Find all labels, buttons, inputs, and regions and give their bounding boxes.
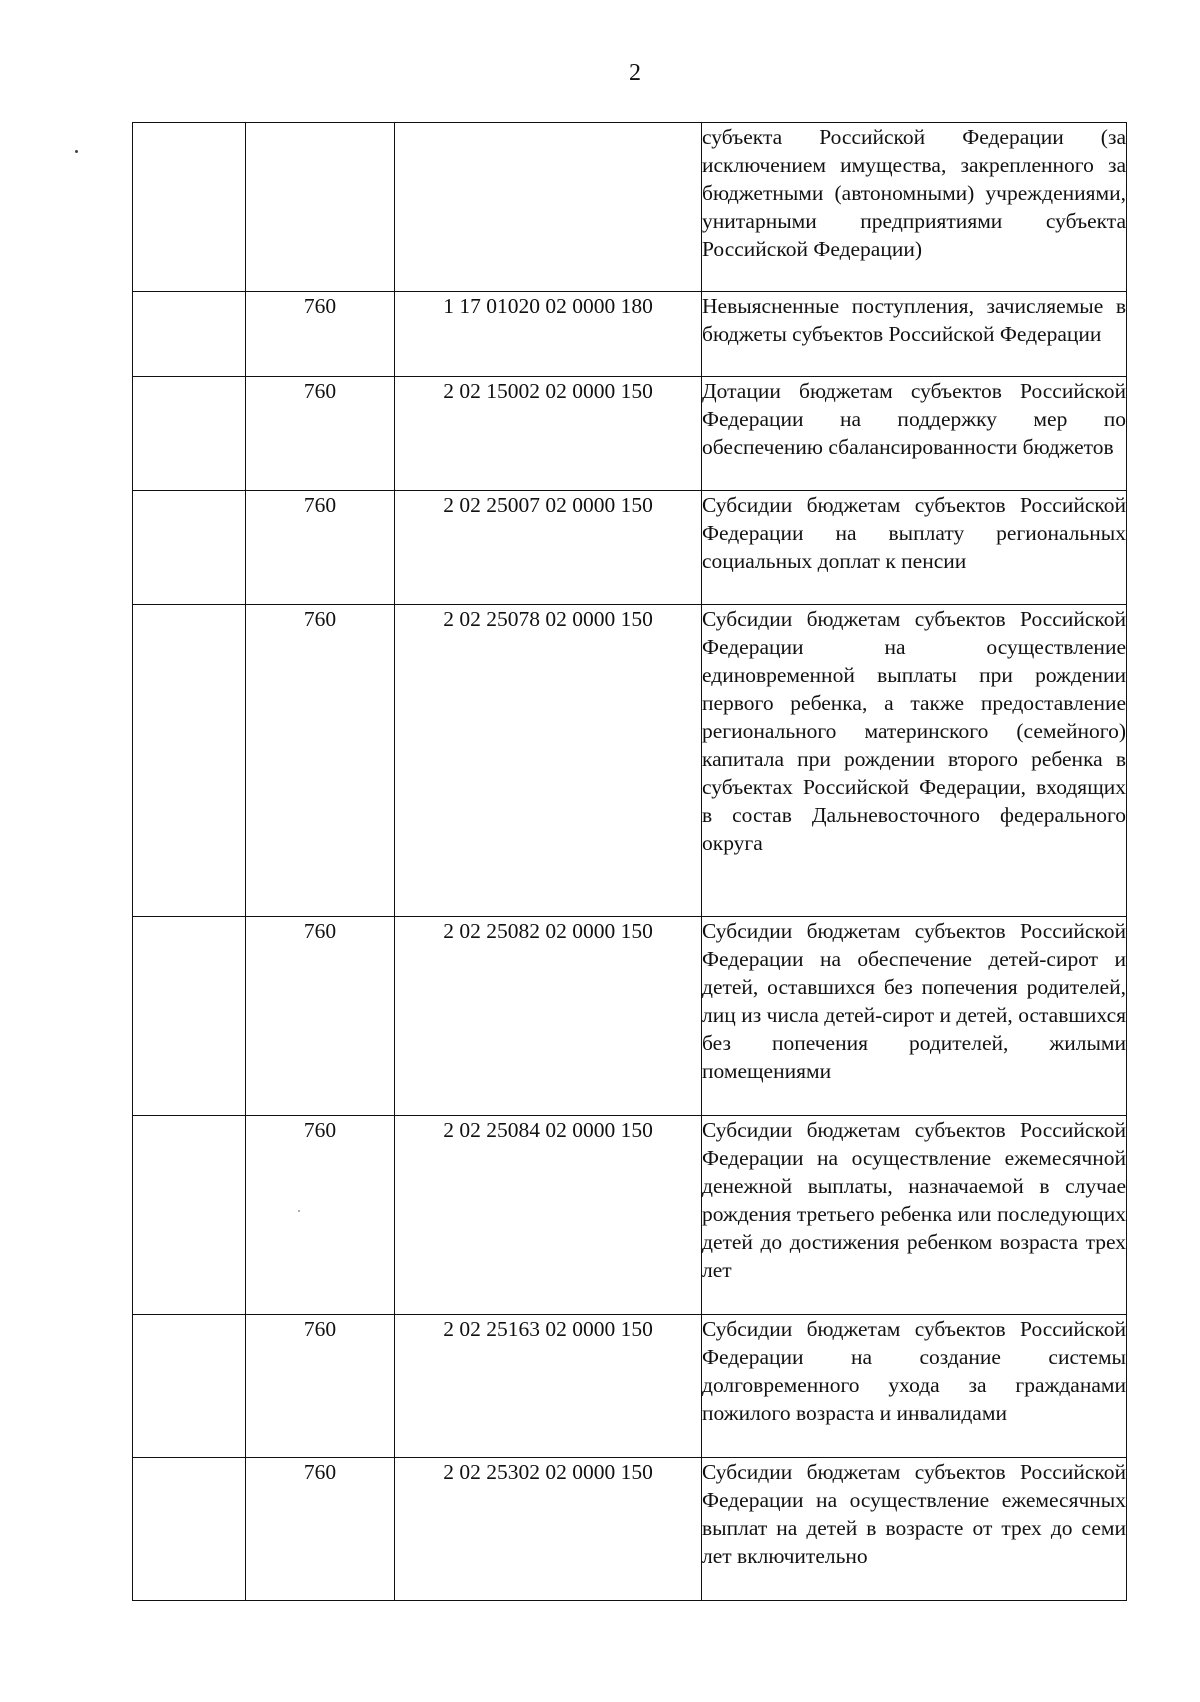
table-row — [133, 1458, 1127, 1601]
table-row — [133, 605, 1127, 917]
row-empty-cell — [133, 1458, 246, 1601]
revenue-description-cell: Субсидии бюджетам субъектов Российской Федерации на создание системы долговременного ухода за гражданами пожилого возраста и инвалидами — [702, 1315, 1127, 1458]
row-empty-cell — [133, 123, 246, 292]
row-empty-cell — [133, 917, 246, 1116]
row-empty-cell — [133, 1116, 246, 1315]
revenue-description-cell: Субсидии бюджетам субъектов Российской Федерации на осуществление единовременной выплаты при рождении первого ребенка, а также предоставление регионального материнского (семейного) капитала при рождении второго ребенка в субъектах Российской Федерации, входящих в состав Дальневосточного федерального округа — [702, 605, 1127, 917]
revenue-code-cell: 2 02 15002 02 0000 150 — [395, 377, 702, 491]
revenue-description-cell: субъекта Российской Федерации (за исключением имущества, закрепленного за бюджетными (автономными) учреждениями, унитарными предприятиями субъекта Российской Федерации) — [702, 123, 1127, 292]
revenue-description-cell: Субсидии бюджетам субъектов Российской Федерации на обеспечение детей-сирот и детей, оставшихся без попечения родителей, лиц из числа детей-сирот и детей, оставшихся без попечения родителей, жилыми помещениями — [702, 917, 1127, 1116]
revenue-description-cell: Невыясненные поступления, зачисляемые в бюджеты субъектов Российской Федерации — [702, 292, 1127, 377]
row-empty-cell — [133, 377, 246, 491]
table-row — [133, 377, 1127, 491]
row-empty-cell — [133, 491, 246, 605]
table-row — [133, 292, 1127, 377]
revenue-description-cell: Субсидии бюджетам субъектов Российской Федерации на осуществление ежемесячных выплат на детей в возрасте от трех до семи лет включительно — [702, 1458, 1127, 1601]
revenue-code-cell: 1 17 01020 02 0000 180 — [395, 292, 702, 377]
row-empty-cell — [133, 605, 246, 917]
admin-code-cell: 760 — [246, 917, 395, 1116]
page-number: 2 — [629, 60, 641, 86]
revenue-code-cell — [395, 123, 702, 292]
admin-code-cell: 760 — [246, 377, 395, 491]
table-row — [133, 491, 1127, 605]
revenue-code-cell: 2 02 25084 02 0000 150 — [395, 1116, 702, 1315]
scan-speck — [75, 150, 78, 153]
revenue-description-cell: Субсидии бюджетам субъектов Российской Федерации на осуществление ежемесячной денежной выплаты, назначаемой в случае рождения третьего ребенка или последующих детей до достижения ребенком возраста трех лет — [702, 1116, 1127, 1315]
admin-code-cell: 760 — [246, 491, 395, 605]
revenue-code-cell: 2 02 25078 02 0000 150 — [395, 605, 702, 917]
revenue-code-cell: 2 02 25163 02 0000 150 — [395, 1315, 702, 1458]
admin-code-cell: 760 — [246, 1116, 395, 1315]
row-empty-cell — [133, 1315, 246, 1458]
revenue-description-cell: Субсидии бюджетам субъектов Российской Федерации на выплату региональных социальных доплат к пенсии — [702, 491, 1127, 605]
table-row — [133, 917, 1127, 1116]
admin-code-cell — [246, 123, 395, 292]
table-row — [133, 123, 1127, 292]
budget-revenue-table — [132, 122, 1127, 1601]
admin-code-cell: 760 — [246, 605, 395, 917]
revenue-description-cell: Дотации бюджетам субъектов Российской Федерации на поддержку мер по обеспечению сбалансированности бюджетов — [702, 377, 1127, 491]
table-row — [133, 1116, 1127, 1315]
table-row — [133, 1315, 1127, 1458]
admin-code-cell: 760 — [246, 1315, 395, 1458]
revenue-code-cell: 2 02 25007 02 0000 150 — [395, 491, 702, 605]
revenue-code-cell: 2 02 25082 02 0000 150 — [395, 917, 702, 1116]
admin-code-cell: 760 — [246, 1458, 395, 1601]
revenue-code-cell: 2 02 25302 02 0000 150 — [395, 1458, 702, 1601]
row-empty-cell — [133, 292, 246, 377]
admin-code-cell: 760 — [246, 292, 395, 377]
